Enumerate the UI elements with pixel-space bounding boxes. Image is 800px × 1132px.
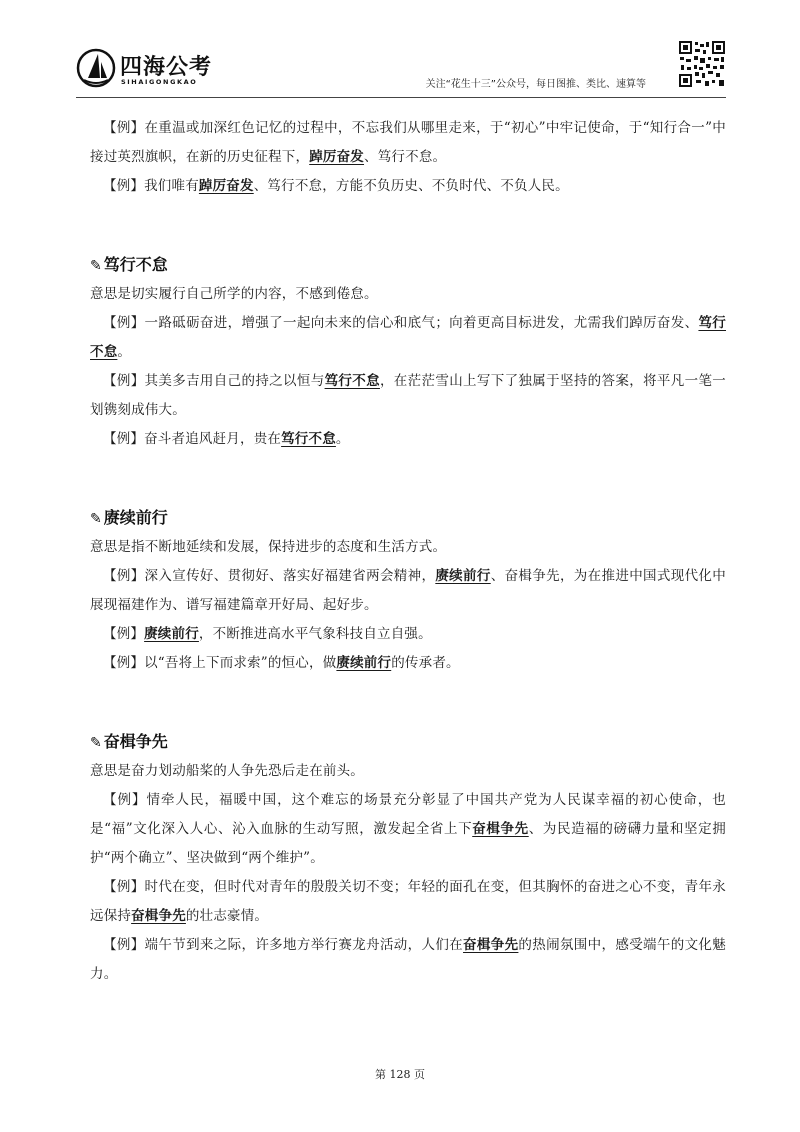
example-paragraph: 【例】在重温或加深红色记忆的过程中，不忘我们从哪里走来，于“初心”中牢记使命，于“知行合一”中接过英烈旗帜，在新的历史征程下，踔厉奋发、笃行不怠。 xyxy=(90,120,726,165)
entry-title: ✎ 奋楫争先 xyxy=(90,732,168,751)
entry-title: ✎ 赓续前行 xyxy=(90,508,168,527)
idiom-underlined: 奋楫争先 xyxy=(131,908,186,924)
idiom-underlined: 踔厉奋发 xyxy=(198,178,254,194)
logo-text: 四海公考 xyxy=(120,55,213,80)
example-paragraph: 【例】端午节到来之际，许多地方举行赛龙舟活动，人们在奋楫争先的热闹氛围中，感受端午的文化魅力。 xyxy=(90,937,726,982)
example-paragraph: 【例】深入宣传好、贯彻好、落实好福建省两会精神，赓续前行、奋楫争先，为在推进中国式现代化中展现福建作为、谱写福建篇章开好局、起好步。 xyxy=(90,568,726,613)
idiom-underlined: 笃行不怠 xyxy=(90,315,726,360)
header-divider xyxy=(76,97,726,98)
pencil-icon: ✎ xyxy=(90,511,102,527)
example-paragraph: 【例】赓续前行，不断推进高水平气象科技自立自强。 xyxy=(103,626,432,642)
example-paragraph: 【例】我们唯有踔厉奋发、笃行不怠，方能不负历史、不负时代、不负人民。 xyxy=(103,178,569,194)
qr-code-icon xyxy=(678,40,726,88)
entry-duxing-budai xyxy=(90,251,726,454)
pencil-icon: ✎ xyxy=(90,735,102,751)
example-paragraph: 【例】情牵人民，福暖中国，这个难忘的场景充分彰显了中国共产党为人民谋幸福的初心使命，也是“福”文化深入人心、沁入血脉的生动写照，激发起全省上下奋楫争先、为民造福的磅礴力量和坚定拥护“两个确立”、坚决做到“两个维护”。 xyxy=(90,792,726,866)
example-paragraph: 【例】时代在变，但时代对青年的殷殷关切不变；年轻的面孔在变，但其胸怀的奋进之心不变，青年永远保持奋楫争先的壮志豪情。 xyxy=(90,879,726,924)
entry-meaning: 意思是指不断地延续和发展，保持进步的态度和生活方式。 xyxy=(90,539,447,555)
example-paragraph: 【例】奋斗者追风赶月，贵在笃行不怠。 xyxy=(103,431,350,447)
entry-fenji-zhengxian xyxy=(90,728,726,989)
idiom-underlined: 奋楫争先 xyxy=(472,821,529,837)
example-paragraph: 【例】以“吾将上下而求索”的恒心，做赓续前行的传承者。 xyxy=(103,655,460,671)
sail-logo-icon xyxy=(76,48,116,88)
idiom-underlined: 赓续前行 xyxy=(336,655,392,671)
idiom-underlined: 笃行不怠 xyxy=(281,431,336,447)
idiom-underlined: 奋楫争先 xyxy=(463,937,519,953)
entry-meaning: 意思是切实履行自己所学的内容，不感到倦怠。 xyxy=(90,286,378,302)
header-note: 关注“花生十三”公众号，每日图推、类比、速算等 xyxy=(425,79,646,90)
idiom-underlined: 赓续前行 xyxy=(435,568,491,584)
idiom-underlined: 踔厉奋发 xyxy=(309,149,365,165)
pencil-icon: ✎ xyxy=(90,258,102,274)
entry-title: ✎ 笃行不怠 xyxy=(90,255,168,274)
example-paragraph: 【例】其美多吉用自己的持之以恒与笃行不怠，在茫茫雪山上写下了独属于坚持的答案，将平凡一笔一划镌刻成伟大。 xyxy=(90,373,726,418)
logo-subtext: SIHAIGONGKAO xyxy=(121,78,198,86)
page-header xyxy=(76,40,726,96)
entry-continuation xyxy=(90,114,726,201)
idiom-underlined: 赓续前行 xyxy=(144,626,199,642)
entry-gengxu-qianxing xyxy=(90,504,726,678)
document-body xyxy=(90,114,726,989)
logo xyxy=(76,48,236,92)
idiom-underlined: 笃行不怠 xyxy=(324,373,380,389)
entry-meaning: 意思是奋力划动船桨的人争先恐后走在前头。 xyxy=(90,763,364,779)
page-number: 第 128 页 xyxy=(375,1068,425,1081)
example-paragraph: 【例】一路砥砺奋进，增强了一起向未来的信心和底气；向着更高目标进发，尤需我们踔厉奋发、笃行不怠。 xyxy=(90,315,726,360)
